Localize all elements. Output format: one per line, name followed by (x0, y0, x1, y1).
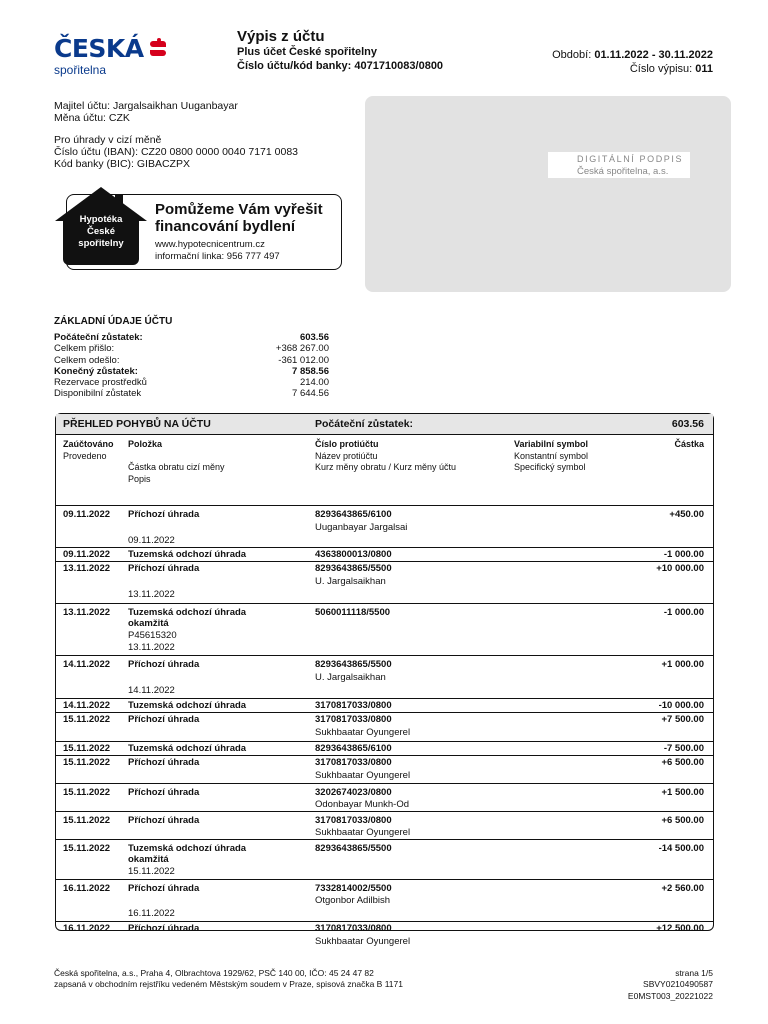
basic-row (54, 355, 329, 366)
document-code: SBVY0210490587 (643, 979, 713, 990)
basic-value: -361 012.00 (278, 354, 329, 366)
tx-date: 13.11.2022 (63, 563, 111, 574)
col-zauctovano: Zaúčtováno (63, 439, 114, 449)
transaction-row (56, 880, 713, 922)
tx-name: U. Jargalsaikhan (315, 672, 386, 683)
tx-exec-date: 09.11.2022 (128, 535, 175, 546)
bic: Kód banky (BIC): GIBACZPX (54, 158, 190, 170)
basic-row (54, 332, 329, 343)
tx-date: 14.11.2022 (63, 700, 111, 711)
basic-info-table (54, 332, 329, 400)
page-number: strana 1/5 (675, 968, 713, 978)
tx-item: Příchozí úhrada (128, 757, 200, 768)
tx-item-cont: okamžitá (128, 854, 169, 865)
transaction-row (56, 562, 713, 604)
tx-item: Příchozí úhrada (128, 659, 200, 670)
tx-item: Příchozí úhrada (128, 509, 200, 520)
transaction-row (56, 756, 713, 784)
tx-amount: +1 500.00 (661, 787, 704, 798)
logo-subtitle: spořitelna (54, 63, 107, 77)
transaction-row (56, 506, 713, 548)
house-label-2: České (87, 226, 115, 237)
transaction-row (56, 656, 713, 699)
tx-date: 15.11.2022 (63, 714, 111, 725)
tx-amount: +6 500.00 (661, 757, 704, 768)
basic-label: Rezervace prostředků (54, 377, 147, 389)
statement-number-value: 011 (695, 63, 713, 75)
basic-row (54, 343, 329, 354)
tx-date: 15.11.2022 (63, 843, 111, 854)
tx-account: 3170817033/0800 (315, 923, 392, 934)
col-cislo-protiuctu: Číslo protiúčtu (315, 439, 379, 449)
tx-amount: -1 000.00 (663, 549, 704, 560)
tx-date: 14.11.2022 (63, 659, 111, 670)
tx-account: 8293643865/5500 (315, 659, 392, 670)
bank-logo (54, 36, 168, 77)
tx-name: Otgonbor Adilbish (315, 895, 390, 906)
owner-info (54, 100, 298, 170)
tx-amount: -14 500.00 (658, 843, 704, 854)
basic-row (54, 388, 329, 399)
basic-label: Konečný zůstatek: (54, 365, 138, 377)
iban: Číslo účtu (IBAN): CZ20 0800 0000 0040 7171 0083 (54, 146, 298, 158)
tx-account: 5060011118/5500 (315, 607, 391, 618)
transaction-row (56, 699, 713, 713)
tx-date: 15.11.2022 (63, 815, 111, 826)
basic-label: Počáteční zůstatek: (54, 332, 143, 343)
tx-name: Uuganbayar Jargalsai (315, 522, 408, 533)
basic-label: Celkem přišlo: (54, 343, 115, 355)
tx-item: Tuzemská odchozí úhrada (128, 549, 247, 560)
tx-item: Příchozí úhrada (128, 815, 200, 826)
basic-label: Celkem odešlo: (54, 354, 120, 366)
tx-account: 3170817033/0800 (315, 757, 392, 768)
house-label-1: Hypotéka (79, 214, 123, 225)
tx-item: Příchozí úhrada (128, 787, 200, 798)
transactions-header (56, 414, 713, 435)
tx-name: Sukhbaatar Oyungerel (315, 936, 411, 947)
col-specificky: Specifický symbol (514, 462, 586, 472)
account-type: Plus účet České spořitelny (237, 46, 377, 58)
opening-balance-value: 603.56 (671, 418, 704, 430)
transaction-row (56, 812, 713, 840)
template-code: E0MST003_20221022 (627, 990, 713, 1001)
footer-registry: zapsaná v obchodním rejstříku vedeném Městským soudem v Praze, spisová značka B 1171 (54, 979, 403, 990)
logo-s-icon (148, 38, 168, 60)
col-nazev-protiuctu: Název protiúčtu (315, 450, 378, 461)
promo-title-line-2: financování bydlení (155, 218, 296, 235)
signature-org: Česká spořitelna, a.s. (577, 166, 669, 177)
tx-date: 09.11.2022 (63, 549, 111, 560)
tx-item: Tuzemská odchozí úhrada (128, 843, 247, 854)
promo-phone: informační linka: 956 777 497 (155, 251, 280, 262)
tx-account: 8293643865/6100 (315, 743, 392, 754)
tx-amount: -10 000.00 (658, 700, 704, 711)
account-currency: Měna účtu: CZK (54, 112, 130, 124)
basic-value: 7 858.56 (292, 365, 329, 377)
basic-value: 603.56 (299, 332, 329, 343)
tx-name: U. Jargalsaikhan (315, 576, 386, 587)
basic-value: 7 644.56 (292, 388, 329, 400)
tx-amount: +6 500.00 (661, 815, 704, 826)
tx-name: Sukhbaatar Oyungerel (315, 827, 411, 838)
col-castka: Částka (674, 439, 704, 449)
tx-item: Tuzemská odchozí úhrada (128, 700, 247, 711)
basic-label: Disponibilní zůstatek (54, 388, 142, 400)
transaction-row (56, 840, 713, 880)
tx-account: 3202674023/0800 (315, 787, 392, 798)
promo-website-link[interactable]: www.hypotecnicentrum.cz (155, 239, 265, 250)
tx-date: 15.11.2022 (63, 757, 111, 768)
footer-address: Česká spořitelna, a.s., Praha 4, Olbrachtova 1929/62, PSČ 140 00, IČO: 45 24 47 82 (54, 968, 374, 978)
tx-exec-date: 15.11.2022 (128, 866, 175, 877)
tx-amount: +12 500.00 (656, 923, 704, 934)
tx-account: 7332814002/5500 (315, 883, 392, 894)
statement-number-label: Číslo výpisu: (629, 63, 696, 75)
tx-amount: -1 000.00 (663, 607, 704, 618)
tx-item: Tuzemská odchozí úhrada (128, 607, 247, 618)
tx-account: 4363800013/0800 (315, 549, 392, 560)
col-variabilni: Variabilní symbol (514, 439, 589, 449)
transaction-row (56, 742, 713, 756)
tx-date: 16.11.2022 (63, 923, 111, 934)
address-panel (365, 96, 731, 292)
tx-account: 8293643865/5500 (315, 563, 392, 574)
tx-amount: +7 500.00 (661, 714, 704, 725)
opening-balance-label: Počáteční zůstatek: (315, 418, 414, 430)
column-headers (56, 435, 713, 506)
tx-note: P45615320 (128, 630, 177, 641)
col-konstantni: Konstantní symbol (514, 450, 589, 461)
tx-exec-date: 16.11.2022 (128, 908, 175, 919)
tx-name: Sukhbaatar Oyungerel (315, 727, 411, 738)
tx-account: 3170817033/0800 (315, 700, 392, 711)
tx-item: Příchozí úhrada (128, 923, 200, 934)
col-popis: Popis (128, 473, 151, 484)
tx-exec-date: 13.11.2022 (128, 589, 175, 600)
footer-page-info (628, 968, 713, 1002)
tx-date: 16.11.2022 (63, 883, 111, 894)
basic-value: 214.00 (299, 377, 329, 389)
digital-signature (548, 152, 690, 178)
mortgage-promo (66, 194, 342, 270)
tx-name: Odonbayar Munkh-Od (315, 799, 409, 810)
basic-row (54, 366, 329, 377)
house-label-3: spořitelny (78, 238, 124, 249)
tx-account: 8293643865/6100 (315, 509, 392, 520)
tx-amount: +10 000.00 (656, 563, 704, 574)
tx-exec-date: 13.11.2022 (128, 642, 175, 653)
logo-wordmark: ČESKÁ (54, 34, 144, 63)
foreign-payments-label: Pro úhrady v cizí měně (54, 134, 162, 146)
transaction-row (56, 922, 713, 952)
tx-account: 8293643865/5500 (315, 843, 392, 854)
statement-title: Výpis z účtu (237, 28, 325, 45)
footer-legal (54, 968, 403, 991)
tx-date: 13.11.2022 (63, 607, 111, 618)
tx-date: 15.11.2022 (63, 743, 111, 754)
transaction-row (56, 784, 713, 812)
tx-item: Příchozí úhrada (128, 883, 200, 894)
tx-account: 3170817033/0800 (315, 815, 392, 826)
tx-amount: -7 500.00 (663, 743, 704, 754)
tx-name: Sukhbaatar Oyungerel (315, 770, 411, 781)
tx-item-cont: okamžitá (128, 618, 169, 629)
transaction-row (56, 604, 713, 656)
tx-date: 09.11.2022 (63, 509, 111, 520)
col-polozka: Položka (128, 439, 163, 449)
tx-date: 15.11.2022 (63, 787, 111, 798)
tx-item: Příchozí úhrada (128, 563, 200, 574)
basic-row (54, 377, 329, 388)
promo-title (155, 201, 323, 235)
period-block (552, 48, 713, 76)
transaction-row (56, 713, 713, 742)
col-kurz: Kurz měny obratu / Kurz měny účtu (315, 462, 457, 472)
col-provedeno: Provedeno (63, 450, 107, 461)
tx-amount: +2 560.00 (661, 883, 704, 894)
transactions-title: PŘEHLED POHYBŮ NA ÚČTU (63, 418, 211, 430)
tx-item: Příchozí úhrada (128, 714, 200, 725)
col-castka-obratu: Částka obratu cizí měny (128, 462, 225, 472)
transactions-table (55, 413, 714, 947)
account-number: Číslo účtu/kód banky: 4071710083/0800 (237, 60, 444, 72)
promo-title-line-1: Pomůžeme Vám vyřešit (155, 201, 323, 218)
period-value: 01.11.2022 - 30.11.2022 (591, 49, 713, 61)
basic-value: +368 267.00 (275, 343, 329, 355)
period-label: Období: (552, 49, 592, 61)
basic-info-title: ZÁKLADNÍ ÚDAJE ÚČTU (54, 316, 173, 327)
tx-exec-date: 14.11.2022 (128, 685, 175, 696)
transaction-row (56, 548, 713, 562)
tx-amount: +1 000.00 (661, 659, 704, 670)
tx-account: 3170817033/0800 (315, 714, 392, 725)
signature-title: DIGITÁLNÍ PODPIS (577, 154, 684, 164)
tx-amount: +450.00 (669, 509, 704, 520)
house-icon (55, 187, 147, 271)
tx-item: Tuzemská odchozí úhrada (128, 743, 247, 754)
account-holder: Majitel účtu: Jargalsaikhan Uuganbayar (54, 100, 238, 112)
